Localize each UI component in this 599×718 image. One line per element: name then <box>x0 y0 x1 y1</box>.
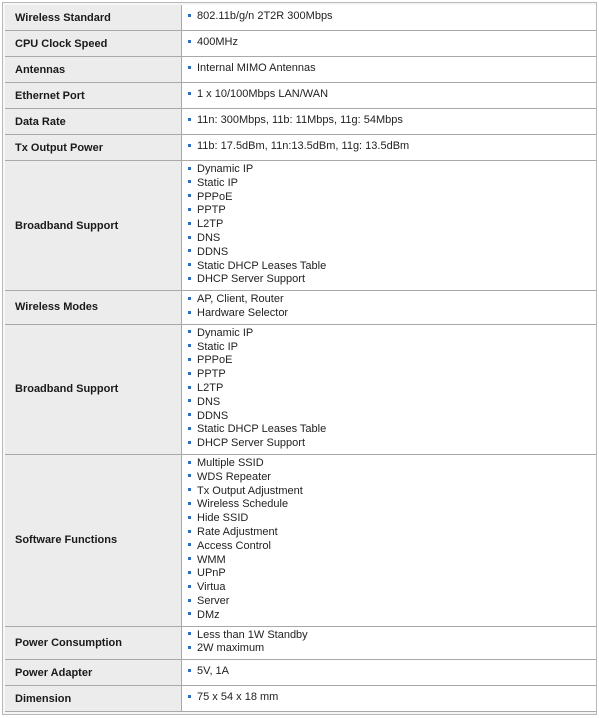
spec-label: Power Consumption <box>5 627 182 661</box>
spec-value <box>182 686 596 712</box>
list-item-text: AP, Client, Router <box>197 293 284 306</box>
bullet-icon <box>188 92 191 95</box>
spec-value <box>182 455 596 627</box>
bullet-icon <box>188 277 191 280</box>
bullet-icon <box>188 311 191 314</box>
bullet-icon <box>188 180 191 183</box>
bullet-icon <box>188 118 191 121</box>
bullet-icon <box>188 461 191 464</box>
list-item <box>188 354 596 368</box>
list-item-text: DHCP Server Support <box>197 437 306 450</box>
list-item <box>188 232 596 246</box>
spec-row <box>5 455 596 627</box>
list-item-text: DDNS <box>197 245 229 258</box>
bullet-icon <box>188 297 191 300</box>
bullet-icon <box>188 386 191 389</box>
list-item-text: Dynamic IP <box>197 326 254 339</box>
bullet-icon <box>188 208 191 211</box>
bullet-icon <box>188 474 191 477</box>
bullet-icon <box>188 488 191 491</box>
list-item <box>188 691 596 705</box>
bullet-icon <box>188 66 191 69</box>
list-item <box>188 396 596 410</box>
bullet-icon <box>188 530 191 533</box>
bullet-icon <box>188 543 191 546</box>
bullet-icon <box>188 516 191 519</box>
bullet-icon <box>188 40 191 43</box>
list-item-text: DNS <box>197 231 221 244</box>
list-item <box>188 526 596 540</box>
spec-row <box>5 627 596 661</box>
spec-row <box>5 161 596 291</box>
bullet-icon <box>188 612 191 615</box>
spec-value-list <box>188 629 596 657</box>
spec-value <box>182 135 596 161</box>
list-item-text: Server <box>197 594 230 607</box>
bullet-icon <box>188 669 191 672</box>
bullet-icon <box>188 372 191 375</box>
spec-value <box>182 161 596 291</box>
list-item <box>188 410 596 424</box>
list-item <box>188 498 596 512</box>
bullet-icon <box>188 557 191 560</box>
bullet-icon <box>188 167 191 170</box>
list-item <box>188 36 596 50</box>
spec-row <box>5 135 596 161</box>
list-item-text: Static DHCP Leases Table <box>197 259 327 272</box>
bullet-icon <box>188 194 191 197</box>
bullet-icon <box>188 646 191 649</box>
spec-value-list <box>188 457 596 623</box>
spec-value <box>182 627 596 661</box>
list-item <box>188 512 596 526</box>
list-item <box>188 609 596 623</box>
list-item-text: 75 x 54 x 18 mm <box>197 691 279 704</box>
list-item-text: Hide SSID <box>197 512 249 525</box>
list-item <box>188 554 596 568</box>
spec-value <box>182 31 596 57</box>
list-item-text: PPPoE <box>197 190 233 203</box>
spec-label: Broadband Support <box>5 325 182 455</box>
spec-row <box>5 291 596 325</box>
spec-value-list <box>188 36 596 50</box>
list-item-text: Virtua <box>197 581 226 594</box>
list-item <box>188 595 596 609</box>
bullet-icon <box>188 236 191 239</box>
list-item <box>188 260 596 274</box>
list-item <box>188 382 596 396</box>
bullet-icon <box>188 358 191 361</box>
list-item <box>188 581 596 595</box>
bullet-icon <box>188 571 191 574</box>
list-item-text: DHCP Server Support <box>197 273 306 286</box>
spec-row <box>5 83 596 109</box>
spec-label: Power Adapter <box>5 660 182 686</box>
list-item <box>188 327 596 341</box>
list-item-text: Rate Adjustment <box>197 525 278 538</box>
bullet-icon <box>188 14 191 17</box>
bullet-icon <box>188 441 191 444</box>
bullet-icon <box>188 632 191 635</box>
spec-row <box>5 109 596 135</box>
bullet-icon <box>188 427 191 430</box>
list-item <box>188 114 596 128</box>
spec-row <box>5 325 596 455</box>
list-item-text: DDNS <box>197 409 229 422</box>
spec-value <box>182 57 596 83</box>
list-item <box>188 218 596 232</box>
list-item-text: 11n: 300Mbps, 11b: 11Mbps, 11g: 54Mbps <box>197 114 403 127</box>
list-item-text: L2TP <box>197 381 224 394</box>
list-item-text: Static IP <box>197 176 238 189</box>
list-item-text: WDS Repeater <box>197 470 271 483</box>
spec-value <box>182 291 596 325</box>
list-item-text: Static DHCP Leases Table <box>197 423 327 436</box>
list-item <box>188 62 596 76</box>
list-item <box>188 177 596 191</box>
bullet-icon <box>188 222 191 225</box>
spec-value-list <box>188 327 596 451</box>
spec-label: Ethernet Port <box>5 83 182 109</box>
spec-value <box>182 5 596 31</box>
bullet-icon <box>188 144 191 147</box>
spec-value-list <box>188 114 596 128</box>
list-item-text: 1 x 10/100Mbps LAN/WAN <box>197 88 329 101</box>
spec-row <box>5 31 596 57</box>
spec-value-list <box>188 665 596 679</box>
list-item <box>188 665 596 679</box>
spec-label: Wireless Modes <box>5 291 182 325</box>
list-item-text: DMz <box>197 608 220 621</box>
list-item-text: 11b: 17.5dBm, 11n:13.5dBm, 11g: 13.5dBm <box>197 140 410 153</box>
list-item <box>188 368 596 382</box>
spec-value-list <box>188 88 596 102</box>
list-item <box>188 293 596 307</box>
spec-value <box>182 325 596 455</box>
list-item-text: 802.11b/g/n 2T2R 300Mbps <box>197 10 333 23</box>
list-item-text: Multiple SSID <box>197 456 264 469</box>
list-item <box>188 485 596 499</box>
bullet-icon <box>188 599 191 602</box>
list-item <box>188 642 596 656</box>
spec-value <box>182 109 596 135</box>
spec-row <box>5 660 596 686</box>
list-item-text: Dynamic IP <box>197 163 254 175</box>
spec-value <box>182 83 596 109</box>
list-item-text: Wireless Schedule <box>197 498 289 511</box>
list-item-text: L2TP <box>197 218 224 231</box>
list-item-text: Hardware Selector <box>197 306 289 319</box>
list-item-text: PPTP <box>197 204 226 217</box>
list-item-text: Tx Output Adjustment <box>197 484 303 497</box>
list-item-text: Access Control <box>197 539 271 552</box>
spec-value-list <box>188 691 596 705</box>
spec-value-list <box>188 62 596 76</box>
list-item <box>188 273 596 287</box>
spec-label: Software Functions <box>5 455 182 627</box>
list-item <box>188 10 596 24</box>
spec-value-list <box>188 163 596 287</box>
list-item-text: 2W maximum <box>197 642 265 655</box>
list-item <box>188 163 596 177</box>
list-item <box>188 457 596 471</box>
list-item-text: WMM <box>197 553 226 566</box>
spec-value-list <box>188 293 596 321</box>
spec-table <box>5 5 596 712</box>
bullet-icon <box>188 502 191 505</box>
list-item <box>188 629 596 643</box>
spec-row <box>5 686 596 712</box>
list-item-text: Static IP <box>197 340 238 353</box>
list-item <box>188 567 596 581</box>
list-item <box>188 437 596 451</box>
list-item <box>188 191 596 205</box>
list-item <box>188 246 596 260</box>
list-item-text: PPPoE <box>197 354 233 367</box>
spec-label: Broadband Support <box>5 161 182 291</box>
list-item <box>188 140 596 154</box>
list-item <box>188 341 596 355</box>
spec-label: Data Rate <box>5 109 182 135</box>
list-item-text: UPnP <box>197 567 226 580</box>
bullet-icon <box>188 263 191 266</box>
spec-label: Dimension <box>5 686 182 712</box>
spec-label: Tx Output Power <box>5 135 182 161</box>
list-item <box>188 471 596 485</box>
bullet-icon <box>188 399 191 402</box>
spec-table-frame <box>2 2 597 715</box>
bullet-icon <box>188 344 191 347</box>
spec-label: Wireless Standard <box>5 5 182 31</box>
spec-row <box>5 57 596 83</box>
list-item-text: Less than 1W Standby <box>197 628 308 641</box>
list-item-text: 400MHz <box>197 36 238 49</box>
list-item <box>188 307 596 321</box>
list-item-text: PPTP <box>197 368 226 381</box>
bullet-icon <box>188 695 191 698</box>
list-item-text: 5V, 1A <box>197 665 230 678</box>
spec-value-list <box>188 140 596 154</box>
list-item <box>188 540 596 554</box>
bullet-icon <box>188 413 191 416</box>
list-item <box>188 204 596 218</box>
bullet-icon <box>188 585 191 588</box>
spec-label: CPU Clock Speed <box>5 31 182 57</box>
list-item-text: Internal MIMO Antennas <box>197 62 316 75</box>
list-item <box>188 423 596 437</box>
spec-label: Antennas <box>5 57 182 83</box>
spec-value <box>182 660 596 686</box>
bullet-icon <box>188 330 191 333</box>
list-item-text: DNS <box>197 395 221 408</box>
spec-value-list <box>188 10 596 24</box>
spec-row <box>5 5 596 31</box>
list-item <box>188 88 596 102</box>
bullet-icon <box>188 249 191 252</box>
